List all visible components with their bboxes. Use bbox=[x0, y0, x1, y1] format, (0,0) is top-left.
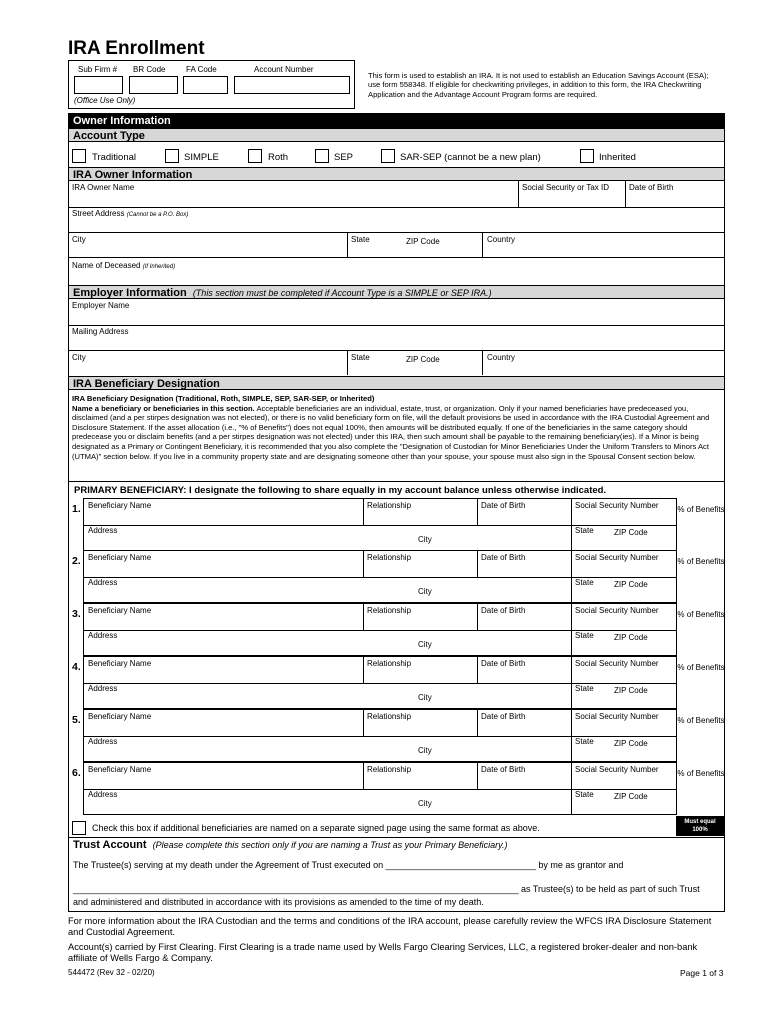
percent-benefits-label: % of Benefits bbox=[677, 716, 725, 725]
traditional-label: Traditional bbox=[92, 152, 137, 163]
page-number: Page 1 of 3 bbox=[680, 968, 724, 978]
beneficiary-number: 1. bbox=[72, 503, 81, 515]
must-equal-note: Must equal 100% bbox=[676, 816, 724, 836]
percent-benefits-label: % of Benefits bbox=[677, 769, 725, 778]
owner-street-label: Street Address (Cannot be a P.O. Box) bbox=[72, 209, 189, 218]
beneficiary-number: 4. bbox=[72, 661, 81, 673]
state-label: State bbox=[575, 790, 594, 799]
beneficiary-instructions: IRA Beneficiary Designation (Traditional, Roth, SIMPLE, SEP, SAR-SEP, or Inherited) Name a beneficiary or beneficiaries in this section. Acceptable beneficiaries are an individual, estate, trust, or organization. Only if your named beneficiaries have predeceased you, disclaimed (and a per stirpes designation was not elected), or there is no valid beneficiary form on file, will the default provisions be used in accordance with the IRA Custodial Agreement and Disclosure Statement. If the asset allocation (i.e., "% of Benefits") does not equal 100%, then amounts will be distributed equally. If one of the beneficiaries in the same category should predecease you or disclaim benefits (and a per stirpes designation was not elected) under this IRA, then such amount shall be payable to the remaining beneficiary(ies). If a Minor is being designated as a Primary or Contingent Beneficiary, it is recommended that you also complete the "Designation of Custodian for Minor Beneficiaries Under the Uniform Transfers to Minors Act (UTMA)" section below. If you live in a community property state and are designating someone other than your spouse, your spouse must also sign in the Spousal Consent section below. bbox=[72, 394, 710, 461]
trust-line-1: The Trustee(s) serving at my death under the Agreement of Trust executed on ______________________________ by me as grantor and bbox=[73, 860, 624, 870]
footer-disclosure: Account(s) carried by First Clearing. First Clearing is a trade name used by Wells Fargo Clearing Services, LLC, a registered broker-dealer and non-bank affiliate of Wells Fargo & Company. bbox=[68, 942, 698, 963]
relationship-label: Relationship bbox=[367, 553, 412, 562]
beneficiary-name-label: Beneficiary Name bbox=[88, 659, 152, 668]
city-label: City bbox=[418, 799, 432, 808]
city-label: City bbox=[418, 535, 432, 544]
simple-checkbox[interactable] bbox=[165, 149, 179, 163]
office-use-box bbox=[68, 60, 355, 109]
beneficiary-row bbox=[68, 498, 725, 551]
dob-label: Date of Birth bbox=[481, 765, 526, 774]
owner-dob-label: Date of Birth bbox=[629, 183, 674, 192]
dob-label: Date of Birth bbox=[481, 712, 526, 721]
beneficiary-name-label: Beneficiary Name bbox=[88, 712, 152, 721]
owner-information-heading: Owner Information bbox=[69, 114, 724, 128]
zip-label: ZIP Code bbox=[614, 739, 648, 748]
sep-label: SEP bbox=[334, 152, 354, 163]
employer-zip-label: ZIP Code bbox=[406, 355, 440, 364]
employer-city-label: City bbox=[72, 353, 86, 362]
ssn-label: Social Security Number bbox=[575, 553, 659, 562]
address-label: Address bbox=[88, 631, 118, 640]
relationship-label: Relationship bbox=[367, 606, 412, 615]
page-title: IRA Enrollment bbox=[68, 38, 205, 59]
employer-heading: Employer Information (This section must be completed if Account Type is a SIMPLE or SEP IRA.) bbox=[69, 285, 724, 299]
zip-label: ZIP Code bbox=[614, 633, 648, 642]
ssn-label: Social Security Number bbox=[575, 659, 659, 668]
account-number-label: Account Number bbox=[254, 65, 314, 74]
address-label: Address bbox=[88, 790, 118, 799]
inherited-checkbox[interactable] bbox=[580, 149, 594, 163]
relationship-label: Relationship bbox=[367, 765, 412, 774]
beneficiary-row bbox=[68, 656, 725, 709]
relationship-label: Relationship bbox=[367, 659, 412, 668]
employer-country-label: Country bbox=[487, 353, 516, 362]
state-label: State bbox=[575, 578, 594, 587]
beneficiary-row bbox=[68, 762, 725, 815]
beneficiary-row bbox=[68, 709, 725, 762]
percent-benefits-label: % of Benefits bbox=[677, 610, 725, 619]
owner-country-label: Country bbox=[487, 235, 516, 244]
fa-code-label: FA Code bbox=[186, 65, 217, 74]
beneficiary-number: 6. bbox=[72, 767, 81, 779]
sub-firm-field[interactable] bbox=[74, 76, 123, 94]
office-use-only-label: (Office Use Only) bbox=[74, 96, 136, 105]
state-label: State bbox=[575, 526, 594, 535]
dob-label: Date of Birth bbox=[481, 553, 526, 562]
additional-beneficiaries-label: Check this box if additional beneficiaries are named on a separate signed page using the same format as above. bbox=[92, 823, 540, 833]
beneficiary-name-label: Beneficiary Name bbox=[88, 765, 152, 774]
zip-label: ZIP Code bbox=[614, 686, 648, 695]
deceased-label: Name of Deceased (If Inherited) bbox=[72, 261, 176, 270]
additional-beneficiaries-checkbox[interactable] bbox=[72, 821, 86, 835]
state-label: State bbox=[575, 684, 594, 693]
ssn-label: Social Security Number bbox=[575, 712, 659, 721]
ssn-label: Social Security Number bbox=[575, 606, 659, 615]
beneficiary-number: 5. bbox=[72, 714, 81, 726]
state-label: State bbox=[575, 737, 594, 746]
beneficiary-fields[interactable] bbox=[83, 603, 677, 656]
beneficiary-number: 3. bbox=[72, 608, 81, 620]
beneficiary-row bbox=[68, 603, 725, 656]
inherited-label: Inherited bbox=[599, 152, 636, 163]
sar-sep-label: SAR-SEP (cannot be a new plan) bbox=[400, 152, 541, 163]
beneficiary-row bbox=[68, 550, 725, 603]
trust-heading: Trust Account (Please complete this section only if you are naming a Trust as your Primary Beneficiary.) bbox=[73, 839, 508, 851]
dob-label: Date of Birth bbox=[481, 606, 526, 615]
owner-name-label: IRA Owner Name bbox=[72, 183, 135, 192]
dob-label: Date of Birth bbox=[481, 659, 526, 668]
beneficiary-fields[interactable] bbox=[83, 550, 677, 603]
sub-firm-label: Sub Firm # bbox=[78, 65, 118, 74]
beneficiary-number: 2. bbox=[72, 555, 81, 567]
employer-name-label: Employer Name bbox=[72, 301, 130, 310]
beneficiary-fields[interactable] bbox=[83, 498, 677, 551]
beneficiary-fields[interactable] bbox=[83, 709, 677, 762]
sep-checkbox[interactable] bbox=[315, 149, 329, 163]
ira-owner-heading: IRA Owner Information bbox=[69, 167, 724, 181]
account-type-heading: Account Type bbox=[69, 128, 724, 142]
zip-label: ZIP Code bbox=[614, 528, 648, 537]
simple-label: SIMPLE bbox=[184, 152, 219, 163]
zip-label: ZIP Code bbox=[614, 580, 648, 589]
br-code-label: BR Code bbox=[133, 65, 166, 74]
relationship-label: Relationship bbox=[367, 501, 412, 510]
city-label: City bbox=[418, 693, 432, 702]
beneficiary-name-label: Beneficiary Name bbox=[88, 553, 152, 562]
owner-zip-label: ZIP Code bbox=[406, 237, 440, 246]
trust-line-2: _________________________________________________________________________________________ as Trustee(s) to be held as part of such Trust bbox=[73, 884, 700, 894]
address-label: Address bbox=[88, 526, 118, 535]
account-number-field[interactable] bbox=[234, 76, 350, 94]
owner-state-label: State bbox=[351, 235, 370, 244]
city-label: City bbox=[418, 640, 432, 649]
owner-ssn-label: Social Security or Tax ID bbox=[522, 183, 609, 192]
address-label: Address bbox=[88, 684, 118, 693]
beneficiary-name-label: Beneficiary Name bbox=[88, 501, 152, 510]
employer-mailing-label: Mailing Address bbox=[72, 327, 129, 336]
beneficiary-fields[interactable] bbox=[83, 762, 677, 815]
state-label: State bbox=[575, 631, 594, 640]
beneficiary-fields[interactable] bbox=[83, 656, 677, 709]
traditional-checkbox[interactable] bbox=[72, 149, 86, 163]
dob-label: Date of Birth bbox=[481, 501, 526, 510]
primary-beneficiary-heading: PRIMARY BENEFICIARY: I designate the following to share equally in my account balance unless otherwise indicated. bbox=[74, 485, 607, 496]
percent-benefits-label: % of Benefits bbox=[677, 663, 725, 672]
address-label: Address bbox=[88, 578, 118, 587]
beneficiary-name-label: Beneficiary Name bbox=[88, 606, 152, 615]
roth-label: Roth bbox=[268, 152, 289, 163]
trust-line-3: and administered and distributed in accordance with its provisions as amended to the time of my death. bbox=[73, 897, 484, 907]
city-label: City bbox=[418, 746, 432, 755]
employer-state-label: State bbox=[351, 353, 370, 362]
percent-benefits-label: % of Benefits bbox=[677, 557, 725, 566]
zip-label: ZIP Code bbox=[614, 792, 648, 801]
address-label: Address bbox=[88, 737, 118, 746]
owner-city-label: City bbox=[72, 235, 86, 244]
fa-code-field[interactable] bbox=[183, 76, 228, 94]
ssn-label: Social Security Number bbox=[575, 765, 659, 774]
city-label: City bbox=[418, 587, 432, 596]
footer-info: For more information about the IRA Custodian and the terms and conditions of the IRA account, please carefully review the WFCS IRA Disclosure Statement and Custodial Agreement. bbox=[68, 916, 712, 937]
br-code-field[interactable] bbox=[129, 76, 178, 94]
relationship-label: Relationship bbox=[367, 712, 412, 721]
sar-sep-checkbox[interactable] bbox=[381, 149, 395, 163]
beneficiary-heading: IRA Beneficiary Designation bbox=[69, 376, 724, 390]
roth-checkbox[interactable] bbox=[248, 149, 262, 163]
percent-benefits-label: % of Benefits bbox=[677, 505, 725, 514]
form-id: 544472 (Rev 32 - 02/20) bbox=[68, 968, 155, 977]
intro-text: This form is used to establish an IRA. It is not used to establish an Education Savings Account (ESA); use form 558348. If eligible for checkwriting privileges, in addition to this form, the IRA Checkwriting Application and the Advantage Account Program forms are required. bbox=[368, 71, 709, 99]
ssn-label: Social Security Number bbox=[575, 501, 659, 510]
